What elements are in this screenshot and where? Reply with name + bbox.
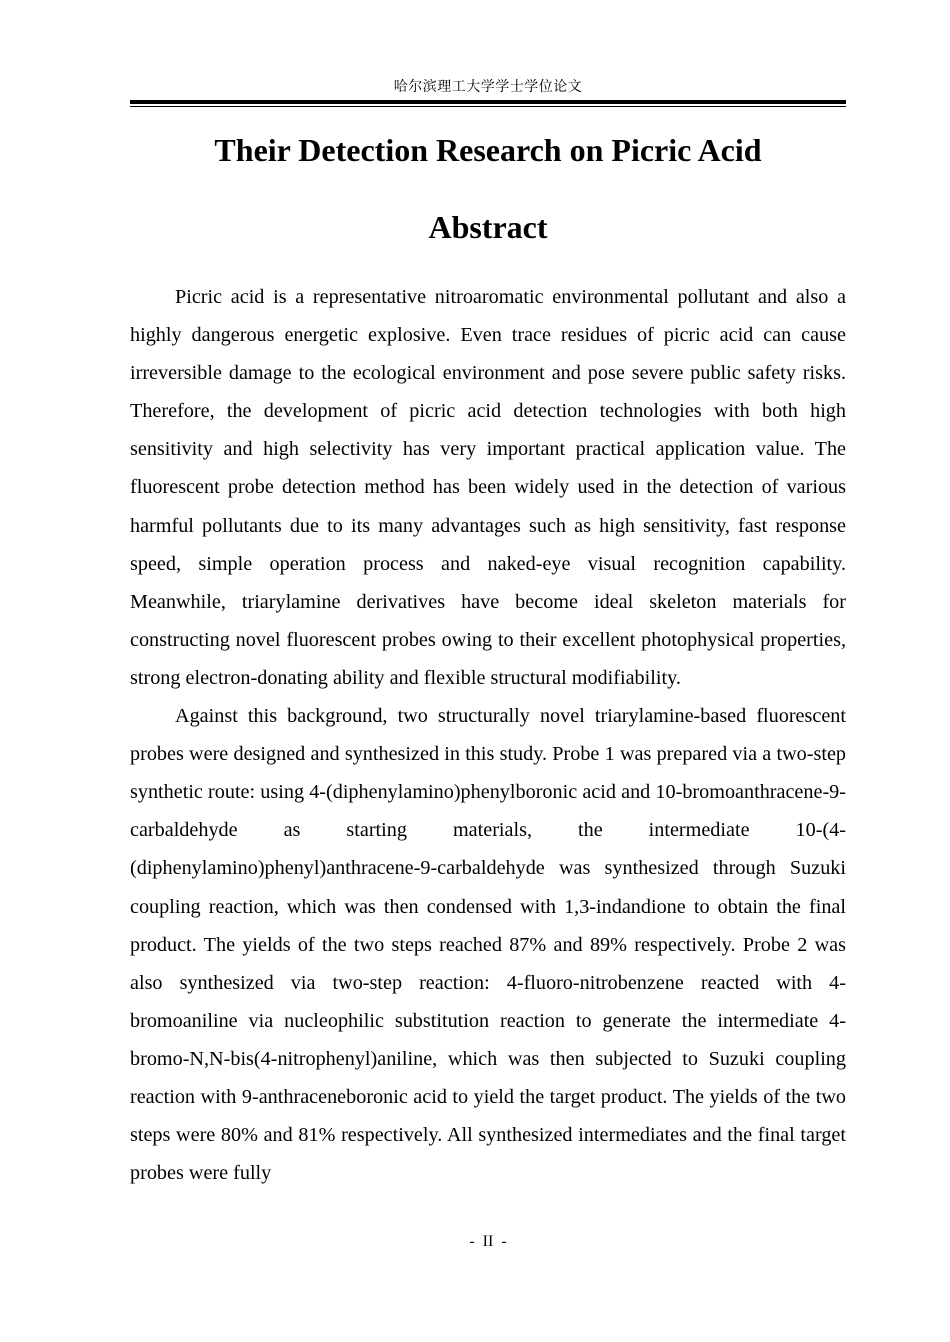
- abstract-paragraph-2: Against this background, two structurally novel triarylamine-based fluorescent probes were designed and synthesized in this study. Probe 1 was prepared via a two-step synthetic route: using 4-(diphenylamino)phenylboronic acid and 10-bromoanthracene-9-carbaldehyde as starting materials, the intermediate 10-(4-(diphenylamino)phenyl)anthracene-9-carbaldehyde was synthesized through Suzuki coupling reaction, which was then condensed with 1,3-indandione to obtain the final product. The yields of the two steps reached 87% and 89% respectively. Probe 2 was also synthesized via two-step reaction: 4-fluoro-nitrobenzene reacted with 4-bromoaniline via nucleophilic substitution reaction to generate the intermediate 4-bromo-N,N-bis(4-nitrophenyl)aniline, which was then subjected to Suzuki coupling reaction with 9-anthraceneboronic acid to yield the target product. The yields of the two steps were 80% and 81% respectively. All synthesized intermediates and the final target probes were fully: [130, 705, 846, 1185]
- header-rule-thick: [130, 100, 846, 104]
- abstract-heading: Abstract: [428, 209, 548, 245]
- document-title: Their Detection Research on Picric Acid: [214, 132, 762, 168]
- header-rule-thin: [130, 106, 846, 107]
- abstract-paragraph-1: Picric acid is a representative nitroaromatic environmental pollutant and also a highly dangerous energetic explosive. Even trace residues of picric acid can cause irreversible damage to the ecological environment and pose severe public safety risks. Therefore, the development of picric acid detection technologies with both high sensitivity and high selectivity has very important practical application value. The fluorescent probe detection method has been widely used in the detection of various harmful pollutants due to its many advantages such as high sensitivity, fast response speed, simple operation process and naked-eye visual recognition capability. Meanwhile, triarylamine derivatives have become ideal skeleton materials for constructing novel fluorescent probes owing to their excellent photophysical properties, strong electron-donating ability and flexible structural modifiability.: [130, 286, 846, 689]
- abstract-body: [130, 278, 846, 1192]
- page-number: - II -: [469, 1233, 507, 1250]
- running-header: 哈尔滨理工大学学士学位论文: [393, 79, 583, 95]
